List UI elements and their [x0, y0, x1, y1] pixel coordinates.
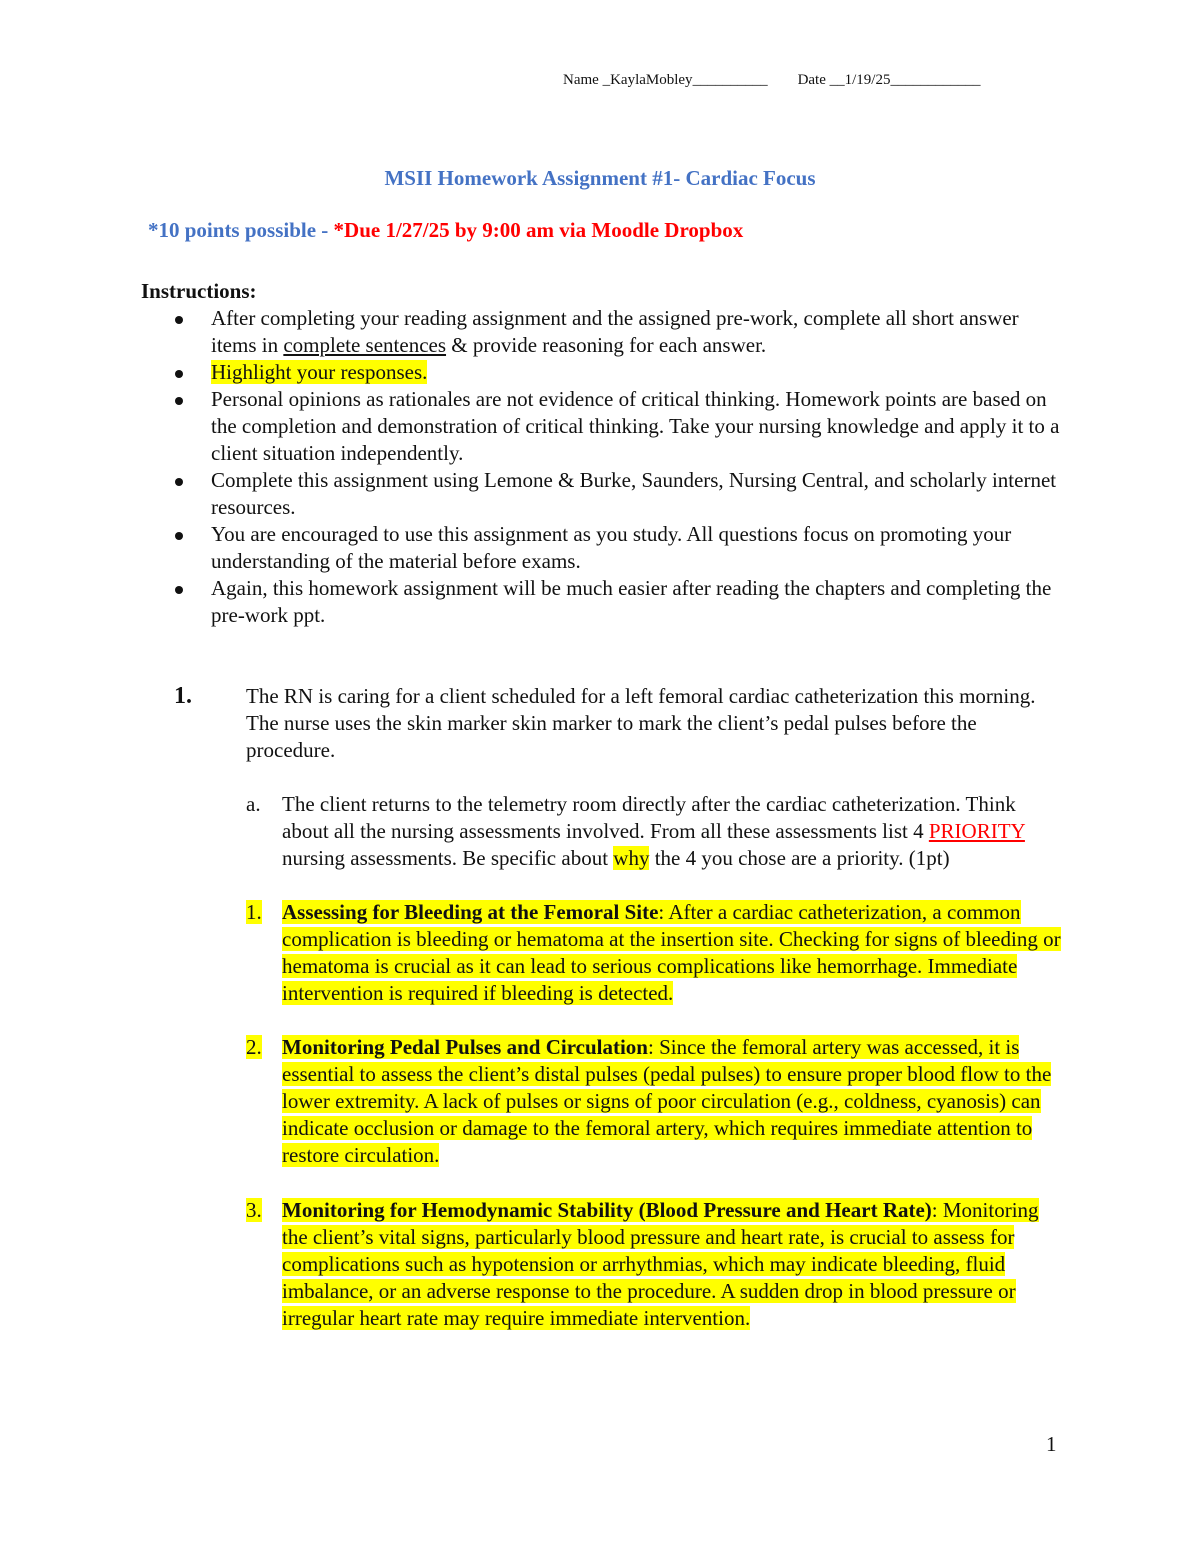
bullet-icon — [175, 316, 183, 324]
instruction-item: Complete this assignment using Lemone & Burke, Saunders, Nursing Central, and scholarly internet resources. — [172, 467, 1062, 521]
instruction-item: Personal opinions as rationales are not evidence of critical thinking. Homework points are based on the completion and demonstration of critical thinking. Take your nursing knowledge and apply it to a client situation independently. — [172, 386, 1062, 467]
priority-word: PRIORITY — [928, 819, 1025, 843]
why-word: why — [613, 846, 650, 870]
answer-marker: 3. — [246, 1198, 262, 1222]
name-blank: __________ — [692, 72, 768, 88]
points-possible: *10 points possible - — [148, 218, 334, 242]
bullet-icon — [175, 532, 183, 540]
bullet-icon — [175, 370, 183, 378]
document-title: MSII Homework Assignment #1- Cardiac Focus — [384, 166, 816, 190]
answer-body: : Monitoring the client’s vital signs, particularly blood pressure and heart rate, is crucial to assess for complications such as hypotension or arrhythmias, which may indicate bleeding, fluid imbalance, or an adverse response to the procedure. A sudden drop in blood pressure or irregular heart rate may require immediate intervention. — [282, 1198, 1039, 1330]
date-blank: ____________ — [890, 72, 981, 88]
question-text: The RN is caring for a client scheduled for a left femoral cardiac catheterization this morning. The nurse uses the skin marker skin marker to mark the client’s pedal pulses before the procedure. — [246, 684, 1036, 762]
bullet-icon — [175, 397, 183, 405]
question-number: 1. — [174, 683, 192, 709]
bullet-icon — [175, 478, 183, 486]
highlighted-instruction: Highlight your responses. — [211, 360, 428, 384]
due-date: *Due 1/27/25 by 9:00 am via Moodle Dropbox — [333, 218, 744, 242]
bullet-icon — [175, 586, 183, 594]
instructions-list — [172, 305, 1062, 629]
sub-question-marker: a. — [246, 792, 261, 816]
underlined-phrase: complete sentences — [283, 333, 447, 357]
points-line — [148, 218, 743, 243]
answer-item — [282, 1197, 1062, 1332]
header-name-date — [563, 72, 980, 89]
instruction-item: Again, this homework assignment will be much easier after reading the chapters and completing the pre-work ppt. — [172, 575, 1062, 629]
answer-body: : After a cardiac catheterization, a common complication is bleeding or hematoma at the insertion site. Checking for signs of bleeding or hematoma is crucial as it can lead to serious complications like hemorrhage. Immediate intervention is required if bleeding is detected. — [282, 900, 1061, 1005]
date-value: 1/19/25 — [844, 72, 891, 88]
instructions-heading: Instructions: — [141, 279, 257, 303]
instruction-item — [172, 359, 1062, 386]
sub-question-text: The client returns to the telemetry room directly after the cardiac catheterization. Think about all the nursing assessments involved. From all these assessments list 4 PRIORITY nursing assessments. Be specific about why the 4 you chose are a priority. (1pt) — [282, 792, 1025, 870]
answer-title: Monitoring Pedal Pulses and Circulation — [282, 1035, 648, 1059]
instruction-item: You are encouraged to use this assignment as you study. All questions focus on promoting your understanding of the material before exams. — [172, 521, 1062, 575]
answer-title: Monitoring for Hemodynamic Stability (Blood Pressure and Heart Rate) — [282, 1198, 932, 1222]
name-label: Name _ — [563, 72, 611, 88]
answer-item — [282, 1034, 1062, 1169]
answer-body: : Since the femoral artery was accessed, it is essential to assess the client’s distal pulses (pedal pulses) to ensure proper blood flow to the lower extremity. A lack of pulses or signs of poor circulation (e.g., coldness, cyanosis) can indicate occlusion or damage to the femoral artery, which requires immediate attention to restore circulation. — [282, 1035, 1052, 1167]
answer-title: Assessing for Bleeding at the Femoral Site — [282, 900, 659, 924]
answer-item — [282, 899, 1062, 1007]
date-label: Date __ — [797, 72, 845, 88]
page-number: 1 — [1046, 1432, 1057, 1456]
instruction-item: After completing your reading assignment and the assigned pre-work, complete all short answer items in complete sentences & provide reasoning for each answer. — [172, 305, 1062, 359]
answer-marker: 1. — [246, 900, 262, 924]
answer-marker: 2. — [246, 1035, 262, 1059]
name-value: KaylaMobley — [610, 72, 693, 88]
